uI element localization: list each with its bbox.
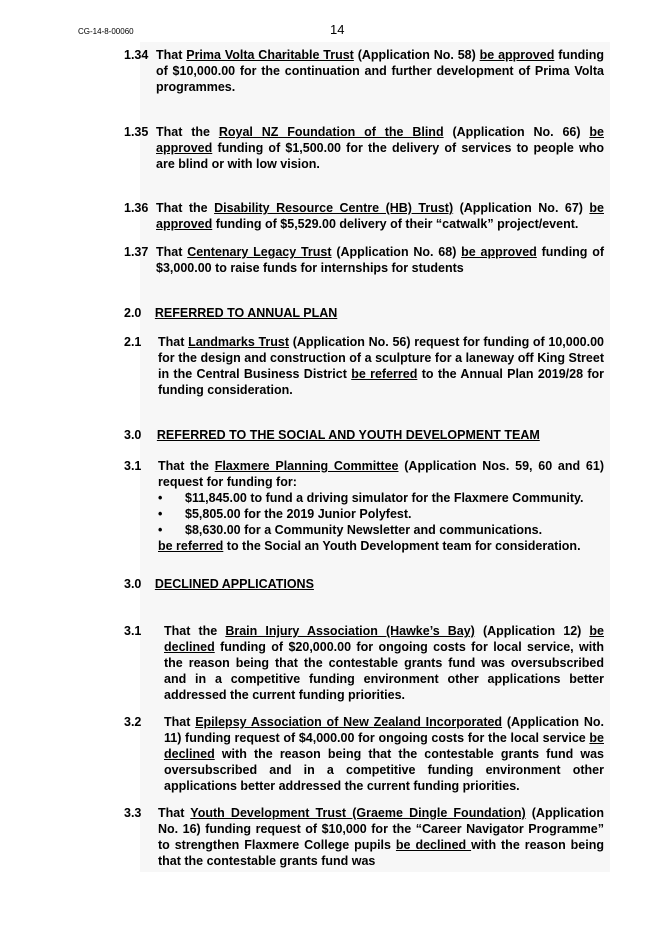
decision: be approved — [479, 48, 555, 62]
org-name: Royal NZ Foundation of the Blind — [218, 125, 444, 139]
resolution-1-36 — [124, 200, 604, 232]
decision: be declined — [164, 731, 604, 761]
org-name: Epilepsy Association of New Zealand Incorporated — [195, 715, 503, 729]
section-heading-3-0-declined — [124, 576, 314, 592]
item-number: 3.2 — [124, 715, 142, 729]
section-title: DECLINED APPLICATIONS — [154, 577, 314, 591]
resolution-3-1-flaxmere — [124, 458, 604, 554]
org-name: Landmarks Trust — [188, 335, 290, 349]
funding-request-list — [158, 490, 604, 538]
decision: be approved — [156, 125, 604, 155]
list-item: • $11,845.00 to fund a driving simulator for the Flaxmere Community. — [158, 490, 604, 506]
resolution-3-2 — [124, 714, 604, 794]
resolution-text: That the Brain Injury Association (Hawke’s Bay) (Application 12) be declined funding of $20,000.00 for ongoing costs for local service, with the reason being that the contestable grants fund was oversubscribed and in a competitive funding environment other applications better addressed the current funding priorities. — [164, 624, 604, 702]
org-name: Prima Volta Charitable Trust — [186, 48, 354, 62]
org-name: Youth Development Trust (Graeme Dingle Foundation) — [190, 806, 526, 820]
item-number: 3.1 — [124, 624, 142, 638]
item-number: 2.1 — [124, 335, 142, 349]
resolution-1-35 — [124, 124, 604, 172]
resolution-text: That Landmarks Trust (Application No. 56) request for funding of 10,000.00 for the design and construction of a sculpture for a laneway off King Street in the Central Business District be referred to the Annual Plan 2019/28 for funding consideration. — [158, 335, 605, 397]
resolution-text: That Centenary Legacy Trust (Application No. 68) be approved funding of $3,000.00 to raise funds for internships for students — [156, 245, 605, 275]
section-title: REFERRED TO THE SOCIAL AND YOUTH DEVELOPMENT TEAM — [156, 428, 540, 442]
section-number: 3.0 — [124, 428, 142, 442]
resolution-3-1-declined — [124, 623, 604, 703]
org-name: Disability Resource Centre (HB) Trust) — [214, 201, 454, 215]
section-title: REFERRED TO ANNUAL PLAN — [154, 306, 338, 320]
item-number: 1.37 — [124, 245, 149, 259]
decision: be approved — [461, 245, 537, 259]
item-number: 3.3 — [124, 806, 142, 820]
document-reference: CG-14-8-00060 — [78, 27, 134, 36]
item-number: 1.36 — [124, 201, 149, 215]
resolution-text: That the Disability Resource Centre (HB) Trust) (Application No. 67) be approved funding of $5,529.00 delivery of their “catwalk” project/event. — [156, 201, 604, 231]
decision: be declined — [164, 624, 604, 654]
resolution-text: That Prima Volta Charitable Trust (Application No. 58) be approved funding of $10,000.00 for the continuation and further development of Prima Volta programmes. — [156, 48, 605, 94]
resolution-2-1 — [124, 334, 604, 398]
item-number: 1.35 — [124, 125, 149, 139]
org-name: Centenary Legacy Trust — [187, 245, 332, 259]
section-heading-3-0-referred — [124, 427, 540, 443]
section-heading-2-0 — [124, 305, 337, 321]
org-name: Flaxmere Planning Committee — [214, 459, 399, 473]
decision: be referred — [158, 539, 224, 553]
resolution-text: That Epilepsy Association of New Zealand Incorporated (Application No. 11) funding request of $4,000.00 for ongoing costs for the local service be declined with the reason being that the contestable grants fund was oversubscribed and in a competitive funding environment other applications better addressed the current funding priorities. — [164, 715, 604, 793]
resolution-text: That Youth Development Trust (Graeme Dingle Foundation) (Application No. 16) funding request of $10,000 for the “Career Navigator Programme” to strengthen Flaxmere College pupils be declined with the reason being that the contestable grants fund was — [158, 806, 604, 868]
resolution-1-34 — [124, 47, 604, 95]
resolution-3-3 — [124, 805, 604, 869]
section-number: 2.0 — [124, 306, 142, 320]
list-item: • $5,805.00 for the 2019 Junior Polyfest. — [158, 506, 604, 522]
section-number: 3.0 — [124, 577, 142, 591]
item-number: 3.1 — [124, 459, 142, 473]
decision: be declined — [395, 838, 472, 852]
decision: be referred — [351, 367, 418, 381]
page-number: 14 — [330, 22, 345, 37]
org-name: Brain Injury Association (Hawke’s Bay) — [225, 624, 475, 638]
decision: be approved — [156, 201, 604, 231]
resolution-text: That the Royal NZ Foundation of the Blind (Application No. 66) be approved funding of $1,500.00 for the delivery of services to people who are blind or with low vision. — [156, 125, 604, 171]
list-item: • $8,630.00 for a Community Newsletter and communications. — [158, 522, 604, 538]
item-number: 1.34 — [124, 48, 149, 62]
resolution-text: That the Flaxmere Planning Committee (Application Nos. 59, 60 and 61) request for funding for: — [158, 459, 604, 489]
resolution-text-cont: be referred to the Social an Youth Development team for consideration. — [158, 539, 581, 553]
resolution-1-37 — [124, 244, 604, 276]
